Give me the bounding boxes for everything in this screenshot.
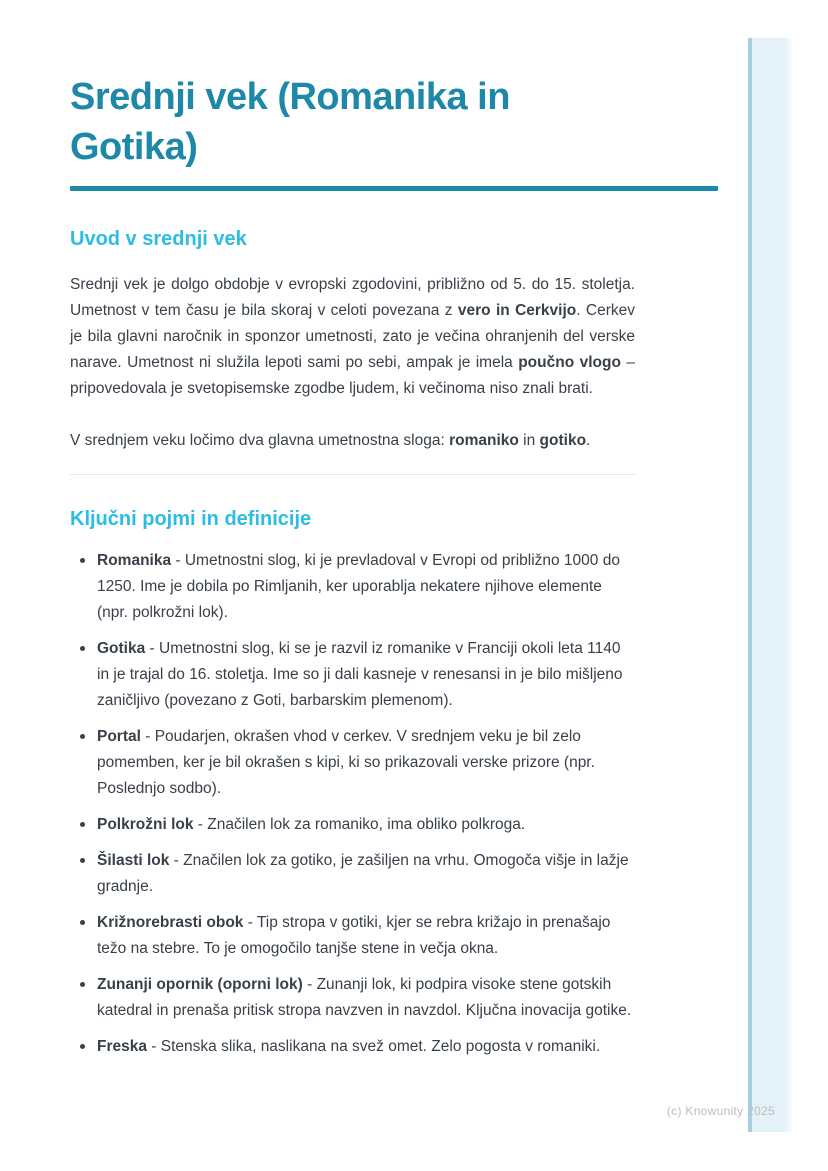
body-text: – pripovedovala je svetopisemske zgodbe ljudem, ki večinoma niso znali brati. bbox=[70, 354, 635, 397]
key-term-item bbox=[70, 636, 635, 714]
body-text: . bbox=[586, 432, 591, 449]
key-term-name: Romanika bbox=[97, 552, 172, 569]
key-term-name: Šilasti lok bbox=[97, 852, 170, 869]
key-term-definition: - Tip stropa v gotiki, kjer se rebra križajo in prenašajo težo na stebre. To je omogočilo tanjše stene in večja okna. bbox=[97, 914, 611, 957]
key-term-item bbox=[70, 812, 635, 838]
section-key-terms bbox=[70, 506, 635, 1060]
key-term-name: Gotika bbox=[97, 640, 146, 657]
key-term-definition: - Poudarjen, okrašen vhod v cerkev. V srednjem veku je bil zelo pomemben, ker je bil okrašen s kipi, ki so prikazovali verske prizore (npr. Poslednjo sodbo). bbox=[97, 728, 595, 797]
key-term-item bbox=[70, 910, 635, 962]
key-terms-list bbox=[70, 548, 635, 1060]
key-term-item bbox=[70, 724, 635, 802]
page-title: Srednji vek (Romanika in Gotika) bbox=[70, 76, 510, 168]
key-term-name: Polkrožni lok bbox=[97, 816, 194, 833]
key-term-item bbox=[70, 1034, 635, 1060]
key-term-name: Križnorebrasti obok bbox=[97, 914, 244, 931]
body-text: in bbox=[518, 432, 540, 449]
key-term-definition: - Umetnostni slog, ki se je razvil iz romanike v Franciji okoli leta 1140 in je trajal do 16. stoletja. Ime so ji dali kasneje v renesansi in je bilo mišljeno zaničljivo (povezano z Goti, barbarskim plemenom). bbox=[97, 640, 623, 709]
key-term-definition: - Stenska slika, naslikana na svež omet. Zelo pogosta v romaniki. bbox=[146, 1038, 601, 1055]
section-intro bbox=[70, 226, 635, 454]
key-term-definition: - Umetnostni slog, ki je prevladoval v Evropi od približno 1000 do 1250. Ime je dobila po Rimljanih, ker uporablja nekatere njihove elemente (npr. polkrožni lok). bbox=[97, 552, 620, 621]
section-heading-intro: Uvod v srednji vek bbox=[70, 228, 247, 250]
key-term-name: Zunanji opornik (oporni lok) bbox=[97, 976, 303, 993]
bold-text: poučno vlogo bbox=[518, 354, 621, 371]
intro-paragraph bbox=[70, 272, 635, 402]
title-divider-rule bbox=[70, 186, 718, 191]
intro-paragraph bbox=[70, 428, 635, 454]
key-term-definition: - Zunanji lok, ki podpira visoke stene gotskih katedral in prenaša pritisk stropa navzven in navzdol. Ključna inovacija gotike. bbox=[97, 976, 632, 1019]
body-text: Srednji vek je dolgo obdobje v evropski zgodovini, približno od 5. do 15. stoletja. Umetnost v tem času je bila skoraj v celoti povezana z bbox=[70, 276, 635, 319]
section-divider bbox=[70, 474, 635, 475]
bold-text: vero in Cerkvijo bbox=[457, 302, 577, 319]
bold-text: romaniko bbox=[449, 432, 519, 449]
key-term-name: Freska bbox=[97, 1038, 147, 1055]
key-term-definition: - Značilen lok za gotiko, je zašiljen na vrhu. Omogoča višje in lažje gradnje. bbox=[97, 852, 629, 895]
copyright-footer: (c) Knowunity 2025 bbox=[666, 1104, 775, 1118]
key-term-item bbox=[70, 548, 635, 626]
right-accent-bar bbox=[748, 38, 793, 1132]
bold-text: gotiko bbox=[539, 432, 587, 449]
key-term-item bbox=[70, 848, 635, 900]
intro-paragraphs bbox=[70, 272, 635, 454]
body-text: . Cerkev je bila glavni naročnik in sponzor umetnosti, zato je večina ohranjenih del verske narave. Umetnost ni služila lepoti sami po sebi, ampak je imela bbox=[70, 302, 635, 371]
key-term-name: Portal bbox=[97, 728, 141, 745]
key-term-item bbox=[70, 972, 635, 1024]
body-text: V srednjem veku ločimo dva glavna umetnostna sloga: bbox=[70, 432, 450, 449]
section-heading-key-terms: Ključni pojmi in definicije bbox=[70, 508, 312, 530]
key-term-definition: - Značilen lok za romaniko, ima obliko polkroga. bbox=[193, 816, 526, 833]
